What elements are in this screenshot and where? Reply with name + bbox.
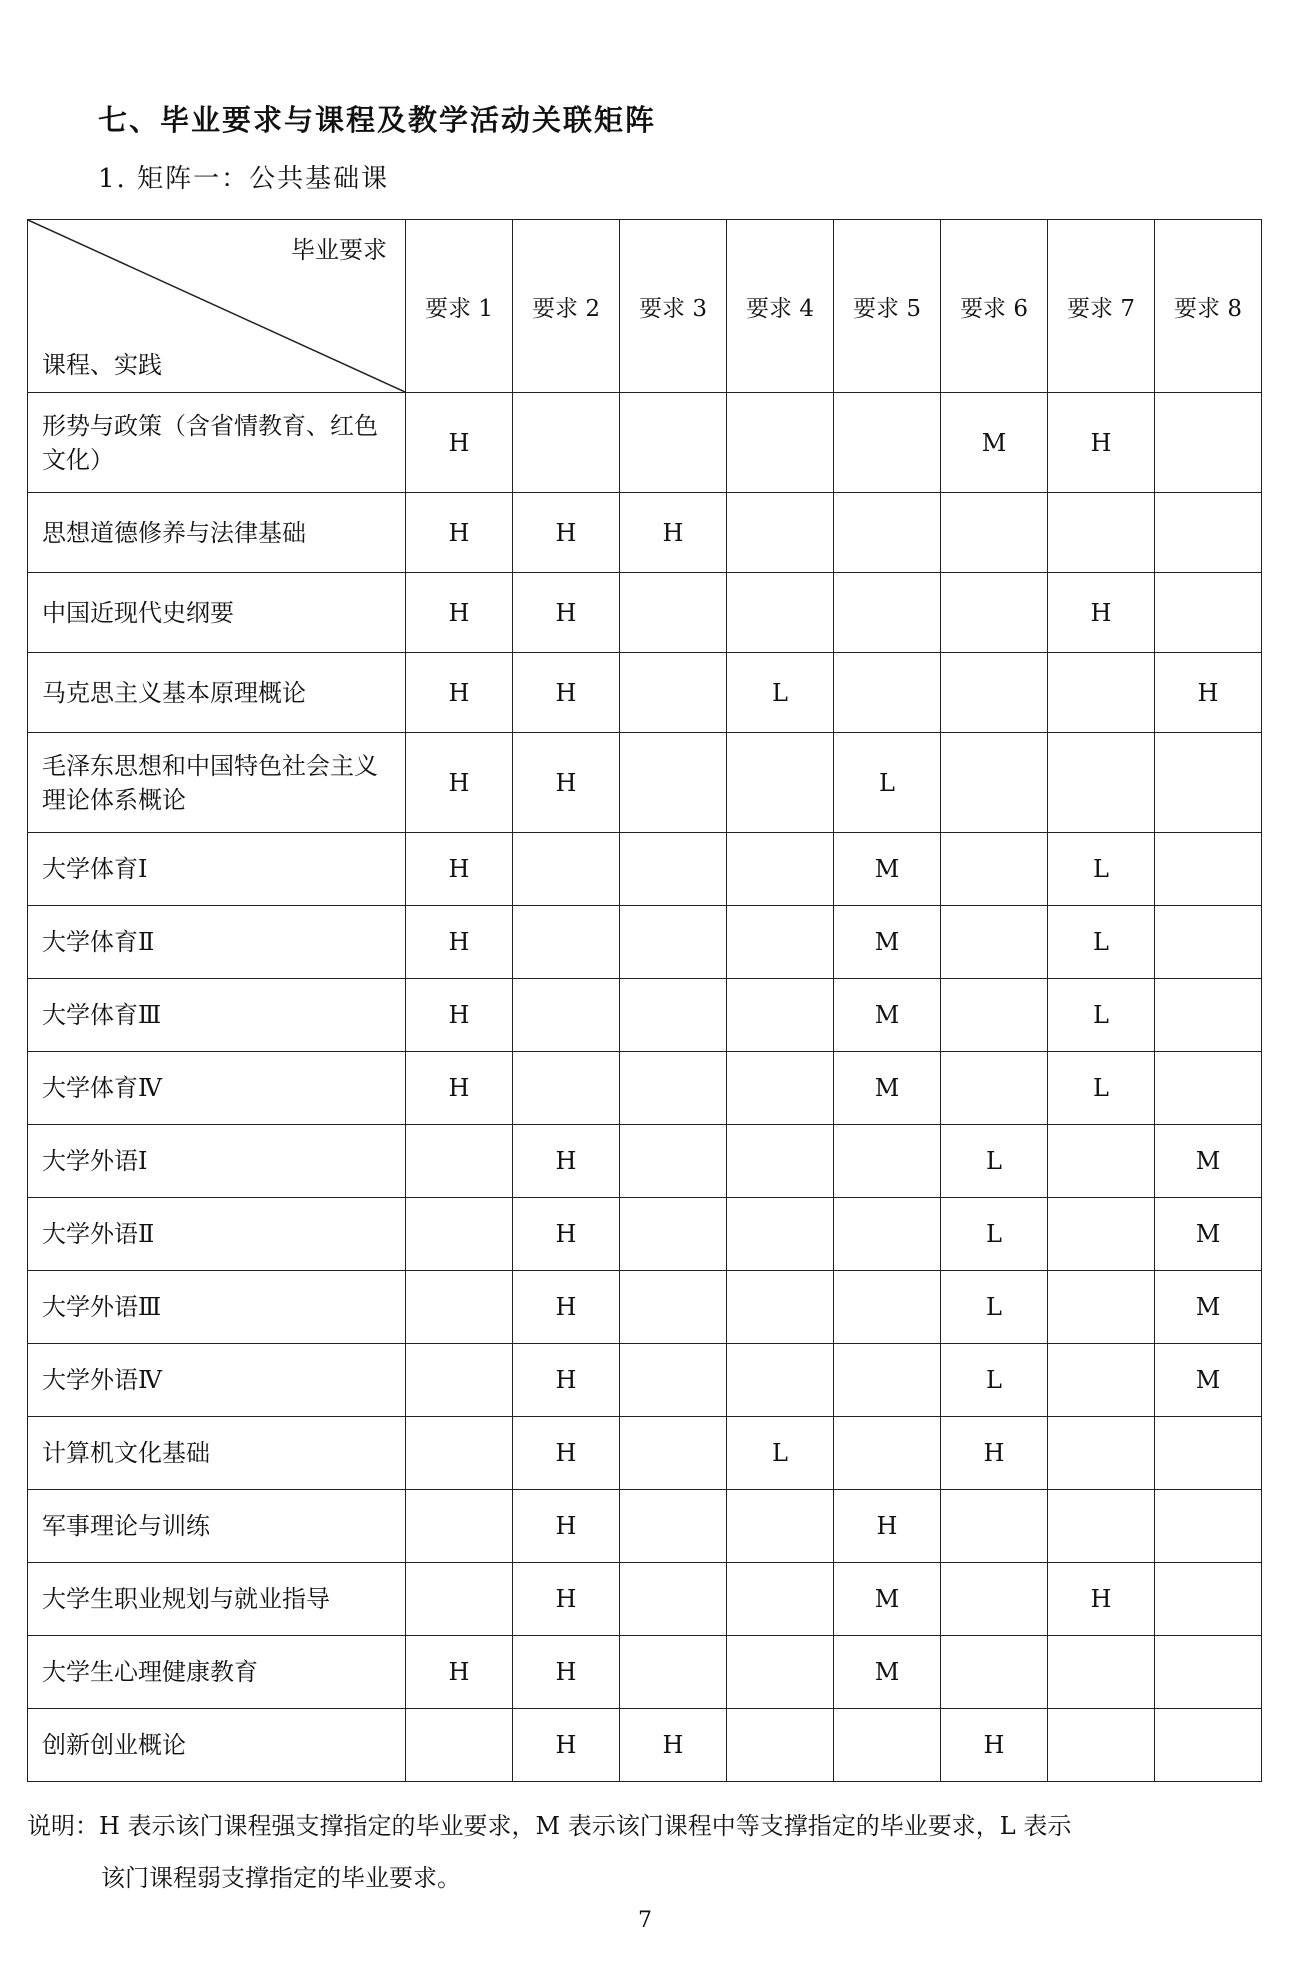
- cell-value: [1048, 493, 1155, 573]
- cell-value: [727, 1344, 834, 1417]
- cell-value: [941, 1052, 1048, 1125]
- cell-value: H: [1048, 393, 1155, 493]
- cell-value: M: [834, 1563, 941, 1636]
- cell-value: [727, 1709, 834, 1782]
- course-name: 大学外语Ⅰ: [28, 1125, 406, 1198]
- cell-value: M: [1155, 1344, 1262, 1417]
- cell-value: [513, 906, 620, 979]
- course-name: 大学体育Ⅲ: [28, 979, 406, 1052]
- section-title: 七、毕业要求与课程及教学活动关联矩阵: [98, 103, 657, 137]
- table-row: [28, 1344, 1262, 1417]
- header-row: [28, 220, 1262, 393]
- course-requirement-matrix: [27, 219, 1262, 1782]
- course-name: 马克思主义基本原理概论: [28, 653, 406, 733]
- cell-value: [1048, 653, 1155, 733]
- cell-value: M: [941, 393, 1048, 493]
- cell-value: [620, 833, 727, 906]
- cell-value: H: [620, 1709, 727, 1782]
- cell-value: [620, 1052, 727, 1125]
- course-name: 大学体育Ⅱ: [28, 906, 406, 979]
- cell-value: [513, 1052, 620, 1125]
- cell-value: [1155, 493, 1262, 573]
- cell-value: [727, 1636, 834, 1709]
- course-name: 毛泽东思想和中国特色社会主义理论体系概论: [28, 733, 406, 833]
- course-name: 中国近现代史纲要: [28, 573, 406, 653]
- cell-value: L: [1048, 979, 1155, 1052]
- cell-value: [941, 1490, 1048, 1563]
- cell-value: M: [834, 833, 941, 906]
- cell-value: [620, 1344, 727, 1417]
- cell-value: [620, 1271, 727, 1344]
- cell-value: [513, 393, 620, 493]
- cell-value: [834, 1271, 941, 1344]
- cell-value: L: [727, 653, 834, 733]
- cell-value: [1155, 733, 1262, 833]
- cell-value: L: [727, 1417, 834, 1490]
- cell-value: [941, 653, 1048, 733]
- cell-value: [834, 1198, 941, 1271]
- cell-value: M: [1155, 1125, 1262, 1198]
- cell-value: [620, 653, 727, 733]
- cell-value: [513, 979, 620, 1052]
- table-row: [28, 393, 1262, 493]
- legend-note-line-2: 该门课程弱支撑指定的毕业要求。: [101, 1864, 461, 1892]
- cell-value: [1048, 1344, 1155, 1417]
- cell-value: H: [513, 1198, 620, 1271]
- cell-value: [620, 1417, 727, 1490]
- cell-value: [1048, 733, 1155, 833]
- corner-label-courses: 课程、实践: [42, 351, 162, 379]
- cell-value: H: [513, 573, 620, 653]
- cell-value: [727, 1271, 834, 1344]
- header-req-4: 要求 4: [727, 220, 834, 393]
- course-name: 思想道德修养与法律基础: [28, 493, 406, 573]
- table-row: [28, 653, 1262, 733]
- cell-value: H: [620, 493, 727, 573]
- cell-value: [727, 493, 834, 573]
- cell-value: H: [406, 573, 513, 653]
- course-name: 大学外语Ⅲ: [28, 1271, 406, 1344]
- cell-value: H: [834, 1490, 941, 1563]
- table-row: [28, 1125, 1262, 1198]
- cell-value: [406, 1709, 513, 1782]
- cell-value: H: [1155, 653, 1262, 733]
- cell-value: L: [941, 1271, 1048, 1344]
- cell-value: [1155, 1052, 1262, 1125]
- table-row: [28, 833, 1262, 906]
- cell-value: [620, 1563, 727, 1636]
- cell-value: [834, 1709, 941, 1782]
- table-row: [28, 1417, 1262, 1490]
- cell-value: [834, 1417, 941, 1490]
- cell-value: [727, 979, 834, 1052]
- cell-value: H: [513, 493, 620, 573]
- cell-value: [834, 573, 941, 653]
- corner-header-cell: [28, 220, 406, 393]
- cell-value: [1155, 906, 1262, 979]
- cell-value: [941, 1636, 1048, 1709]
- cell-value: [727, 906, 834, 979]
- cell-value: [1155, 979, 1262, 1052]
- table-row: [28, 1636, 1262, 1709]
- header-req-5: 要求 5: [834, 220, 941, 393]
- cell-value: [406, 1198, 513, 1271]
- cell-value: [620, 1490, 727, 1563]
- cell-value: [727, 1125, 834, 1198]
- cell-value: [1048, 1709, 1155, 1782]
- cell-value: [1048, 1490, 1155, 1563]
- cell-value: H: [513, 1344, 620, 1417]
- course-name: 计算机文化基础: [28, 1417, 406, 1490]
- cell-value: L: [941, 1344, 1048, 1417]
- cell-value: [620, 906, 727, 979]
- cell-value: [941, 733, 1048, 833]
- cell-value: H: [513, 1125, 620, 1198]
- cell-value: L: [941, 1125, 1048, 1198]
- cell-value: L: [1048, 906, 1155, 979]
- cell-value: [727, 573, 834, 653]
- cell-value: [1155, 1490, 1262, 1563]
- cell-value: H: [941, 1417, 1048, 1490]
- cell-value: [620, 393, 727, 493]
- cell-value: [1155, 573, 1262, 653]
- cell-value: H: [406, 906, 513, 979]
- table-row: [28, 1563, 1262, 1636]
- cell-value: L: [1048, 1052, 1155, 1125]
- cell-value: [406, 1344, 513, 1417]
- legend-note: [27, 1800, 1267, 1904]
- cell-value: H: [941, 1709, 1048, 1782]
- cell-value: [1155, 1636, 1262, 1709]
- cell-value: [1048, 1125, 1155, 1198]
- cell-value: M: [1155, 1198, 1262, 1271]
- cell-value: H: [513, 1490, 620, 1563]
- cell-value: [941, 493, 1048, 573]
- cell-value: H: [513, 1636, 620, 1709]
- cell-value: [727, 833, 834, 906]
- cell-value: [834, 393, 941, 493]
- cell-value: [941, 906, 1048, 979]
- table-row: [28, 906, 1262, 979]
- header-req-1: 要求 1: [406, 220, 513, 393]
- cell-value: [406, 1417, 513, 1490]
- cell-value: [727, 393, 834, 493]
- cell-value: [1048, 1636, 1155, 1709]
- cell-value: H: [406, 493, 513, 573]
- cell-value: H: [513, 1417, 620, 1490]
- cell-value: H: [513, 653, 620, 733]
- cell-value: [834, 1344, 941, 1417]
- cell-value: H: [406, 979, 513, 1052]
- course-name: 大学外语Ⅱ: [28, 1198, 406, 1271]
- course-name: 大学体育Ⅳ: [28, 1052, 406, 1125]
- cell-value: [620, 573, 727, 653]
- cell-value: [406, 1271, 513, 1344]
- course-name: 大学外语Ⅳ: [28, 1344, 406, 1417]
- table-row: [28, 733, 1262, 833]
- table-row: [28, 1271, 1262, 1344]
- cell-value: H: [406, 1052, 513, 1125]
- course-name: 大学生职业规划与就业指导: [28, 1563, 406, 1636]
- sub-title: 1. 矩阵一：公共基础课: [98, 164, 390, 194]
- cell-value: [620, 1125, 727, 1198]
- header-req-6: 要求 6: [941, 220, 1048, 393]
- course-name: 军事理论与训练: [28, 1490, 406, 1563]
- course-name: 大学体育Ⅰ: [28, 833, 406, 906]
- cell-value: [834, 1125, 941, 1198]
- cell-value: [1048, 1417, 1155, 1490]
- cell-value: [1155, 393, 1262, 493]
- cell-value: [941, 979, 1048, 1052]
- cell-value: H: [406, 1636, 513, 1709]
- legend-note-line-1: 说明：H 表示该门课程强支撑指定的毕业要求，M 表示该门课程中等支撑指定的毕业要求，L 表示: [27, 1812, 1072, 1840]
- table-row: [28, 979, 1262, 1052]
- cell-value: H: [406, 393, 513, 493]
- course-name: 形势与政策（含省情教育、红色文化）: [28, 393, 406, 493]
- header-req-7: 要求 7: [1048, 220, 1155, 393]
- cell-value: [1155, 1709, 1262, 1782]
- cell-value: [620, 1636, 727, 1709]
- cell-value: M: [834, 979, 941, 1052]
- table-row: [28, 1709, 1262, 1782]
- course-name: 大学生心理健康教育: [28, 1636, 406, 1709]
- cell-value: H: [406, 653, 513, 733]
- cell-value: [727, 1198, 834, 1271]
- cell-value: H: [1048, 1563, 1155, 1636]
- cell-value: [941, 1563, 1048, 1636]
- table-row: [28, 573, 1262, 653]
- cell-value: [620, 979, 727, 1052]
- cell-value: [406, 1490, 513, 1563]
- cell-value: H: [513, 1563, 620, 1636]
- cell-value: M: [834, 906, 941, 979]
- table-row: [28, 493, 1262, 573]
- cell-value: [727, 1490, 834, 1563]
- cell-value: H: [513, 733, 620, 833]
- course-name: 创新创业概论: [28, 1709, 406, 1782]
- cell-value: [1048, 1271, 1155, 1344]
- table-row: [28, 1052, 1262, 1125]
- cell-value: H: [406, 833, 513, 906]
- header-req-2: 要求 2: [513, 220, 620, 393]
- cell-value: L: [834, 733, 941, 833]
- cell-value: [834, 493, 941, 573]
- header-req-3: 要求 3: [620, 220, 727, 393]
- cell-value: [406, 1563, 513, 1636]
- table-row: [28, 1490, 1262, 1563]
- cell-value: [1155, 833, 1262, 906]
- cell-value: H: [1048, 573, 1155, 653]
- cell-value: [834, 653, 941, 733]
- cell-value: [941, 573, 1048, 653]
- cell-value: [1155, 1563, 1262, 1636]
- cell-value: [1048, 1198, 1155, 1271]
- cell-value: [513, 833, 620, 906]
- cell-value: H: [513, 1709, 620, 1782]
- cell-value: L: [1048, 833, 1155, 906]
- cell-value: M: [834, 1636, 941, 1709]
- cell-value: [406, 1125, 513, 1198]
- cell-value: L: [941, 1198, 1048, 1271]
- cell-value: [1155, 1417, 1262, 1490]
- corner-label-requirements: 毕业要求: [291, 236, 387, 264]
- cell-value: M: [1155, 1271, 1262, 1344]
- table-row: [28, 1198, 1262, 1271]
- header-req-8: 要求 8: [1155, 220, 1262, 393]
- page-number: 7: [638, 1908, 652, 1933]
- cell-value: [941, 833, 1048, 906]
- cell-value: [727, 1052, 834, 1125]
- cell-value: [727, 733, 834, 833]
- cell-value: H: [513, 1271, 620, 1344]
- cell-value: [620, 1198, 727, 1271]
- cell-value: M: [834, 1052, 941, 1125]
- cell-value: H: [406, 733, 513, 833]
- cell-value: [620, 733, 727, 833]
- cell-value: [727, 1563, 834, 1636]
